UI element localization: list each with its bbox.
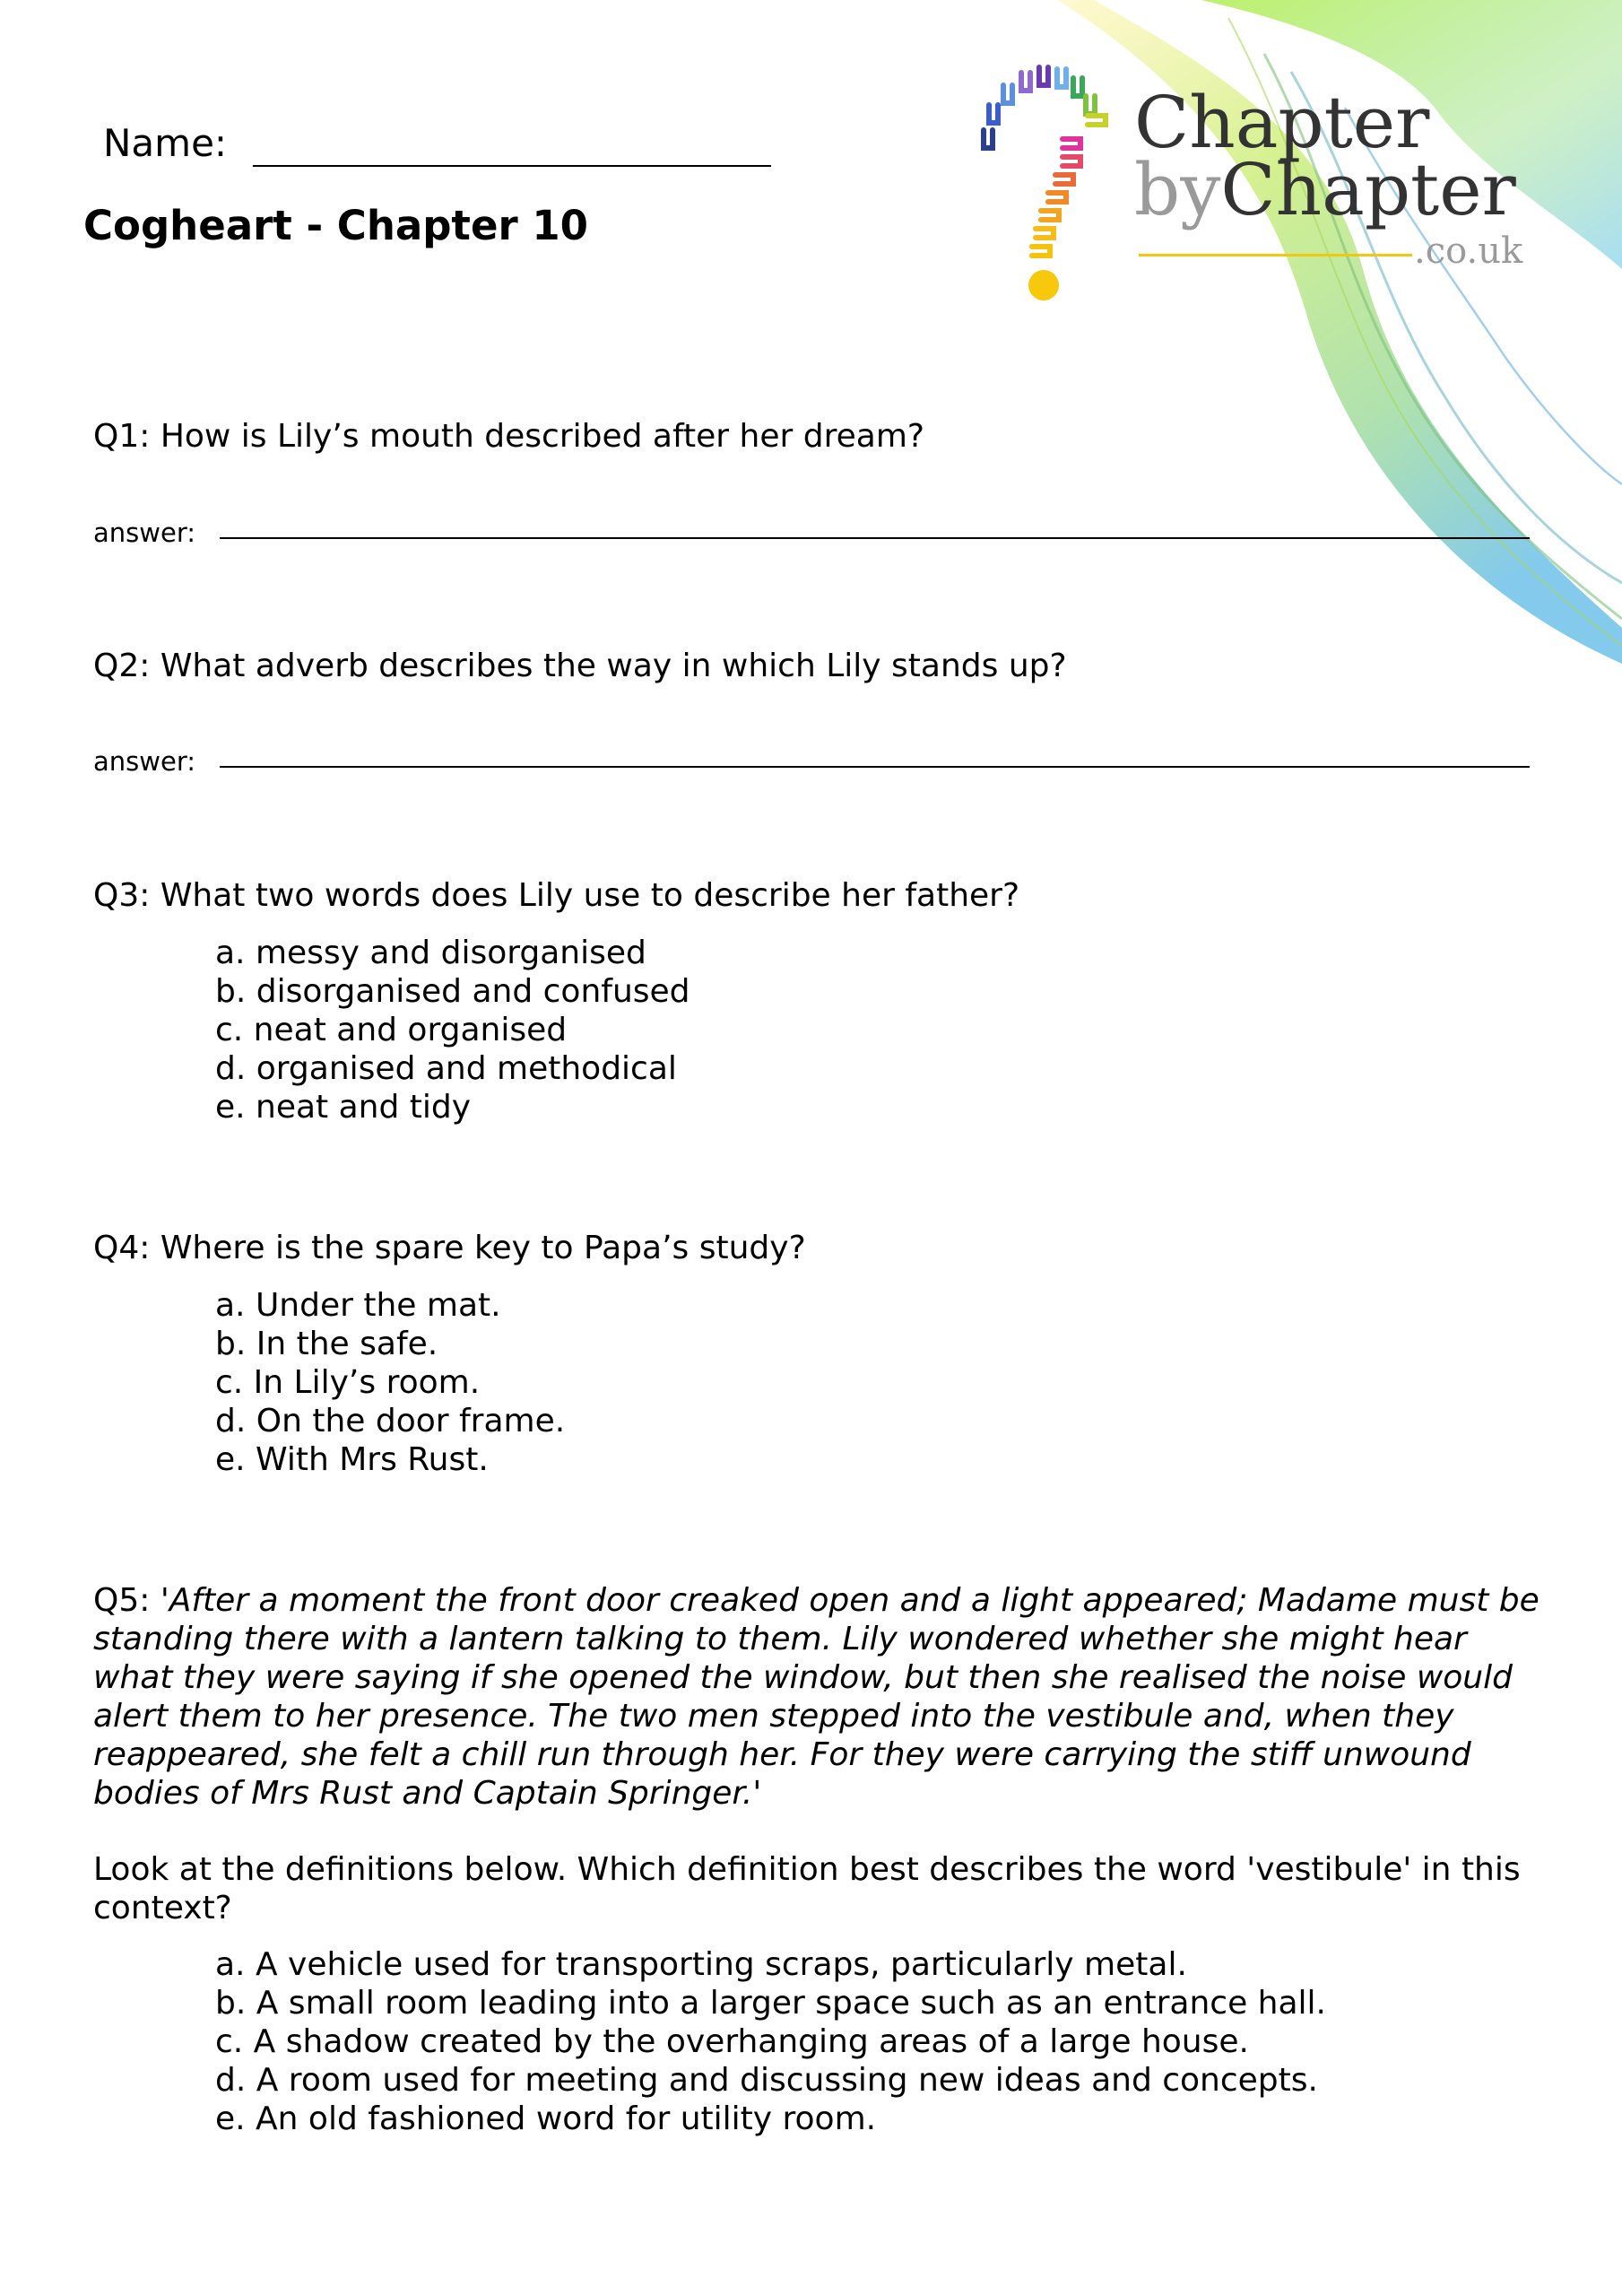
question-1: Q1: How is Lily’s mouth described after her dream? bbox=[93, 418, 924, 455]
name-label: Name: bbox=[103, 121, 228, 165]
question-1-answer[interactable] bbox=[93, 515, 1530, 551]
question-5-prompt: Look at the definitions below. Which definition best describes the word 'vestibule' in this context? bbox=[93, 1851, 1521, 1926]
option-e[interactable]: e. With Mrs Rust. bbox=[215, 1441, 489, 1478]
logo-underline bbox=[1139, 254, 1412, 257]
logo-word-bychapter bbox=[1134, 148, 1516, 231]
logo-word-chapter: Chapter bbox=[1134, 81, 1430, 164]
question-3-options bbox=[215, 934, 690, 1126]
question-5 bbox=[93, 1581, 1546, 1813]
option-d[interactable]: d. On the door frame. bbox=[215, 1403, 566, 1439]
book-question-mark-icon bbox=[964, 49, 1134, 318]
question-5-options bbox=[215, 1945, 1326, 2138]
option-b[interactable]: b. disorganised and confused bbox=[215, 973, 690, 1010]
answer-label: answer: bbox=[93, 517, 196, 548]
question-4-options bbox=[215, 1286, 565, 1479]
logo-word-by: by bbox=[1134, 148, 1221, 231]
answer-line[interactable] bbox=[220, 766, 1530, 768]
question-4: Q4: Where is the spare key to Papa’s study? bbox=[93, 1230, 806, 1266]
option-e[interactable]: e. An old fashioned word for utility room. bbox=[215, 2100, 877, 2137]
chapter-by-chapter-logo bbox=[964, 49, 1538, 318]
question-5-passage: 'After a moment the front door creaked open and a light appeared; Madame must be standing there with a lantern talking to them. Lily wondered whether she might hear what they were saying if she opened the window, but then she realised the noise would alert them to her presence. The two men stepped into the vestibule and, when they reappeared, she felt a chill run through her. For they were carrying the stiff unwound bodies of Mrs Rust and Captain Springer.' bbox=[93, 1582, 1540, 1812]
name-answer-line[interactable] bbox=[253, 165, 771, 167]
option-b[interactable]: b. A small room leading into a larger space such as an entrance hall. bbox=[215, 1985, 1326, 2022]
question-5-label: Q5: bbox=[93, 1582, 151, 1619]
option-a[interactable]: a. messy and disorganised bbox=[215, 935, 646, 971]
option-a[interactable]: a. Under the mat. bbox=[215, 1287, 501, 1324]
option-c[interactable]: c. In Lily’s room. bbox=[215, 1364, 481, 1401]
option-a[interactable]: a. A vehicle used for transporting scraps, particularly metal. bbox=[215, 1946, 1187, 1983]
option-b[interactable]: b. In the safe. bbox=[215, 1326, 438, 1362]
option-d[interactable]: d. organised and methodical bbox=[215, 1050, 677, 1087]
logo-word-chapter-2: Chapter bbox=[1220, 148, 1516, 231]
question-2: Q2: What adverb describes the way in which Lily stands up? bbox=[93, 648, 1067, 684]
option-e[interactable]: e. neat and tidy bbox=[215, 1089, 472, 1126]
answer-label: answer: bbox=[93, 746, 196, 777]
worksheet-title: Cogheart - Chapter 10 bbox=[83, 202, 588, 249]
answer-line[interactable] bbox=[220, 537, 1530, 539]
option-d[interactable]: d. A room used for meeting and discussing new ideas and concepts. bbox=[215, 2062, 1318, 2099]
logo-domain-suffix: .co.uk bbox=[1414, 230, 1523, 272]
option-c[interactable]: c. A shadow created by the overhanging areas of a large house. bbox=[215, 2023, 1249, 2060]
question-2-answer[interactable] bbox=[93, 744, 1530, 779]
option-c[interactable]: c. neat and organised bbox=[215, 1012, 568, 1048]
question-3: Q3: What two words does Lily use to describe her father? bbox=[93, 877, 1020, 914]
